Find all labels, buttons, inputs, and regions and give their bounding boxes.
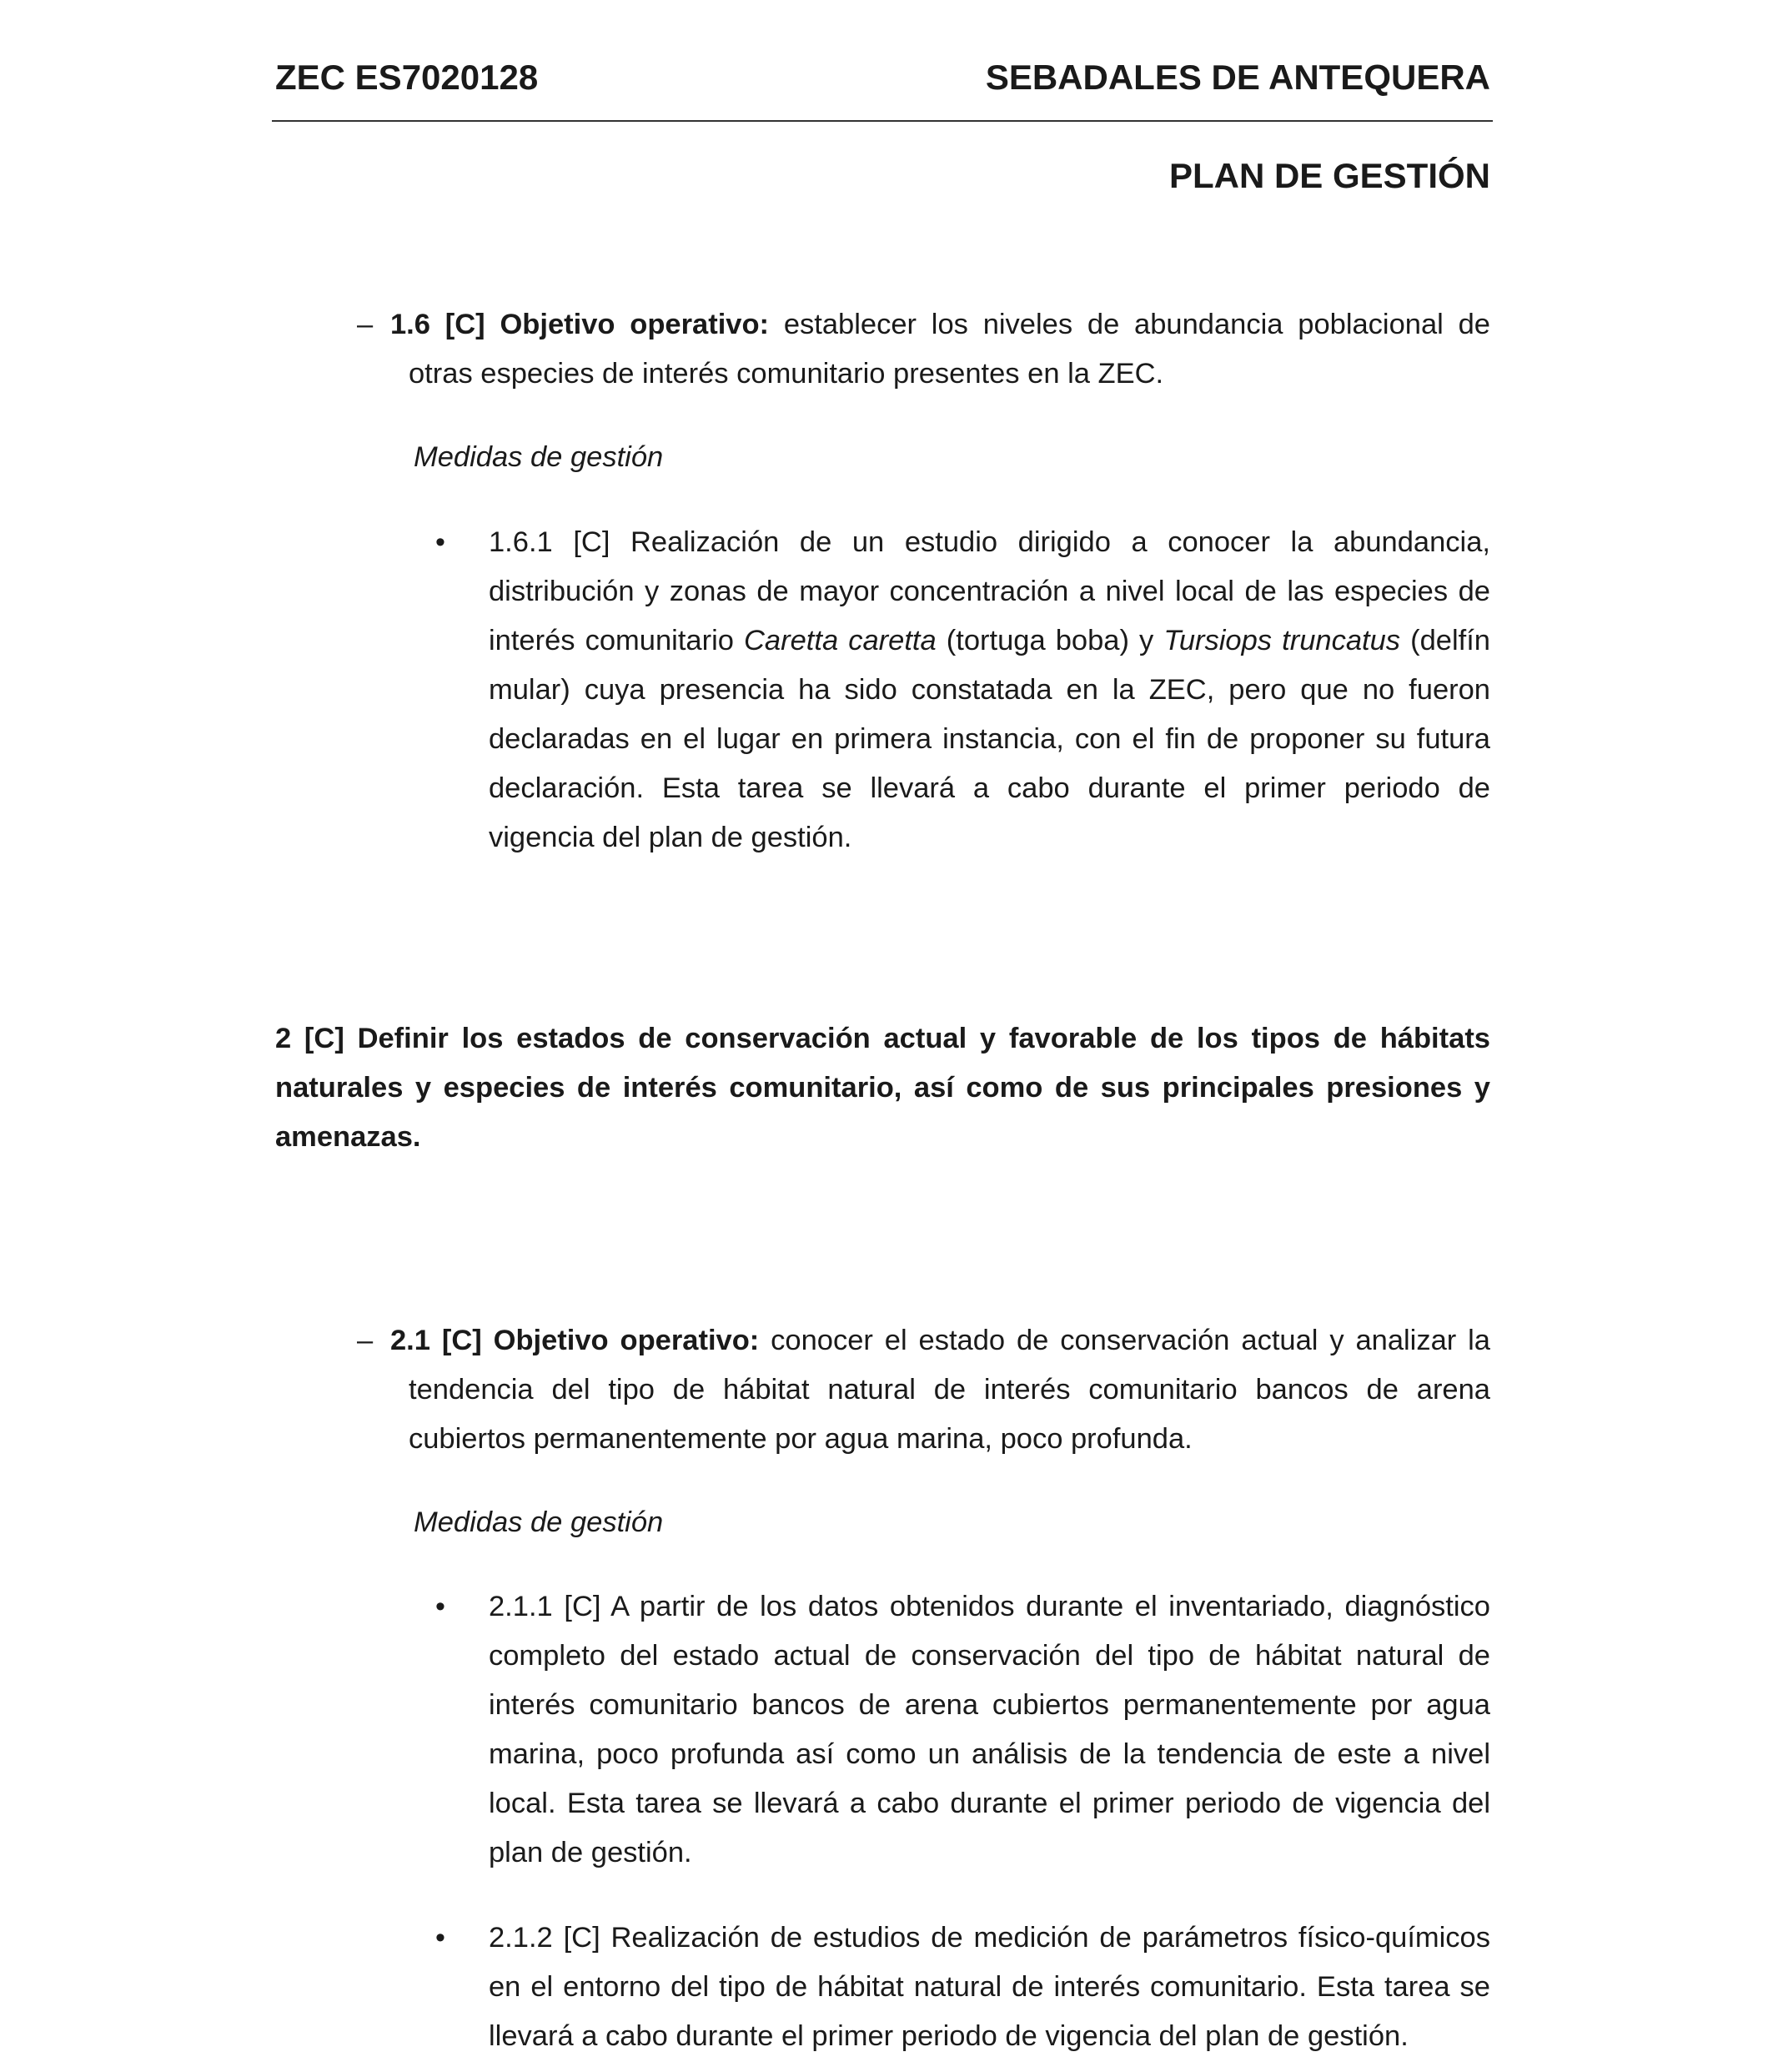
header-subtitle: PLAN DE GESTIÓN — [1168, 156, 1490, 195]
medidas-heading: Medidas de gestión — [414, 441, 664, 473]
objective-text: establecer los niveles de abundancia poblacional de otras especies de interés comunitario presentes en la ZEC. — [409, 309, 1490, 390]
dash-marker: – — [357, 309, 374, 340]
measure-1-6-1 — [489, 518, 1490, 862]
header-site-code: ZEC ES7020128 — [275, 58, 539, 97]
objective-text: conocer el estado de conservación actual y analizar la tendencia del tipo de hábitat natural de interés comunitario bancos de arena cubiertos permanentemente por agua marina, poco profunda. — [409, 1325, 1490, 1455]
medidas-heading: Medidas de gestión — [414, 1506, 664, 1538]
bullet-marker: • — [435, 1922, 445, 1954]
measure-text: 1.6.1 [C] Realización de un estudio dirigido a conocer la abundancia, distribución y zonas de mayor concentración a nivel local de las especies de interés comunitario — [489, 526, 1490, 656]
objective-2-1 — [390, 1316, 1490, 1464]
header-rule — [272, 120, 1493, 122]
header-site-name: SEBADALES DE ANTEQUERA — [985, 58, 1490, 97]
measure-2-1-1: 2.1.1 [C] A partir de los datos obtenidos durante el inventariado, diagnóstico completo del estado actual de conservación del tipo de hábitat natural de interés comunitario bancos de arena cubiertos permanentemente por agua marina, poco profunda así como un análisis de la tendencia de este a nivel local. Esta tarea se llevará a cabo durante el primer periodo de vigencia del plan de gestión. — [489, 1591, 1490, 1868]
measure-text: (tortuga boba) y — [936, 625, 1164, 656]
species-name: Caretta caretta — [744, 625, 937, 656]
objective-label: 2.1 [C] Objetivo operativo: — [390, 1325, 760, 1356]
bullet-marker: • — [435, 1591, 445, 1622]
dash-marker: – — [357, 1325, 374, 1356]
bullet-marker: • — [435, 526, 445, 558]
objective-label: 1.6 [C] Objetivo operativo: — [390, 309, 770, 340]
measure-text: (delfín mular) cuya presencia ha sido constatada en la ZEC, pero que no fueron declaradas en el lugar en primera instancia, con el fin de proponer su futura declaración. Esta tarea se llevará a cabo durante el primer periodo de vigencia del plan de gestión. — [489, 625, 1490, 853]
species-name: Tursiops truncatus — [1163, 625, 1401, 656]
goal-2-heading: 2 [C] Definir los estados de conservación actual y favorable de los tipos de hábitats naturales y especies de interés comunitario, así como de sus principales presiones y amenazas. — [275, 1023, 1490, 1153]
objective-1-6 — [390, 300, 1490, 399]
measure-2-1-2: 2.1.2 [C] Realización de estudios de medición de parámetros físico-químicos en el entorno del tipo de hábitat natural de interés comunitario. Esta tarea se llevará a cabo durante el primer periodo de vigencia del plan de gestión. — [489, 1922, 1490, 2052]
